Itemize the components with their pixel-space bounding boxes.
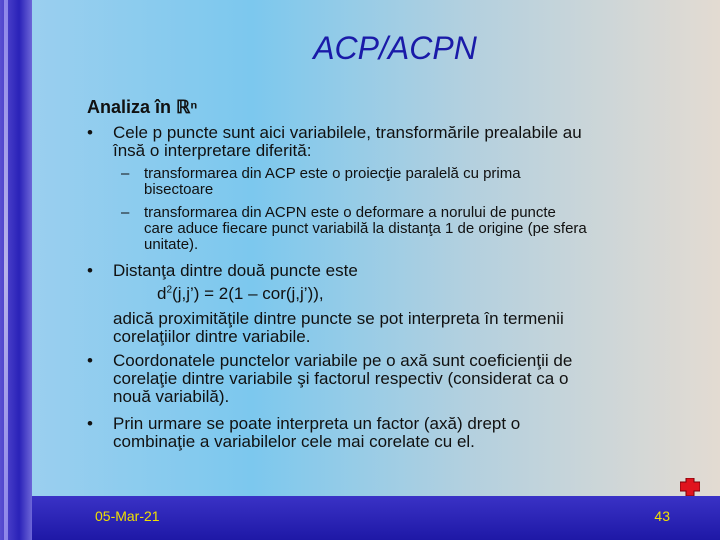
home-icon[interactable]	[680, 478, 700, 496]
distance-formula	[157, 284, 324, 304]
left-bar-stripe	[4, 0, 8, 540]
sub-item-text-line: care aduce fiecare punct variabilă la distanţa 1 de origine (pe sfera	[144, 220, 587, 237]
formula-exponent: 2	[166, 284, 173, 296]
sub-item-text-line: transformarea din ACP este o proiecţie paralelă cu prima	[144, 165, 521, 182]
bullet-text-line: corelaţiilor dintre variabile.	[113, 327, 311, 346]
section-heading: Analiza în ℝⁿ	[87, 97, 198, 117]
formula-symbol: d	[157, 284, 167, 303]
bullet-text-line: adică proximităţile dintre puncte se pot interpreta în termenii	[113, 309, 564, 328]
bullet-text-line: corelaţie dintre variabile şi factorul respectiv (considerat ca o	[113, 369, 569, 388]
bullet-text-line: Coordonatele punctelor variabile pe o axă sunt coeficienţii de	[113, 351, 573, 370]
bullet-text-line: Prin urmare se poate interpreta un factor (axă) drept o	[113, 414, 521, 433]
bullet-text-line: combinaţie a variabilelor cele mai corelate cu el.	[113, 432, 475, 451]
sub-item-text-line: unitate).	[144, 236, 199, 253]
sub-bullet-marker: –	[121, 165, 130, 182]
left-decorative-bar	[0, 0, 32, 540]
slide-number: 43	[654, 508, 670, 524]
sub-item-text-line: bisectoare	[144, 181, 214, 198]
bullet-marker: •	[87, 351, 93, 370]
bullet-text-line: Distanţa dintre două puncte este	[113, 261, 358, 280]
sub-bullet-marker: –	[121, 204, 130, 221]
bullet-marker: •	[87, 123, 93, 142]
formula-expression: (j,j’) = 2(1 – cor(j,j’)),	[172, 284, 324, 303]
sub-item-text-line: transformarea din ACPN este o deformare a norului de puncte	[144, 204, 556, 221]
bullet-marker: •	[87, 414, 93, 433]
slide-title: ACP/ACPN	[313, 30, 477, 66]
bullet-text-line: nouă variabilă).	[113, 387, 230, 406]
bullet-text-line: Cele p puncte sunt aici variabilele, transformările prealabile au	[113, 123, 582, 142]
bullet-text-line: însă o interpretare diferită:	[113, 141, 312, 160]
bullet-marker: •	[87, 261, 93, 280]
footer-date: 05-Mar-21	[95, 508, 160, 524]
